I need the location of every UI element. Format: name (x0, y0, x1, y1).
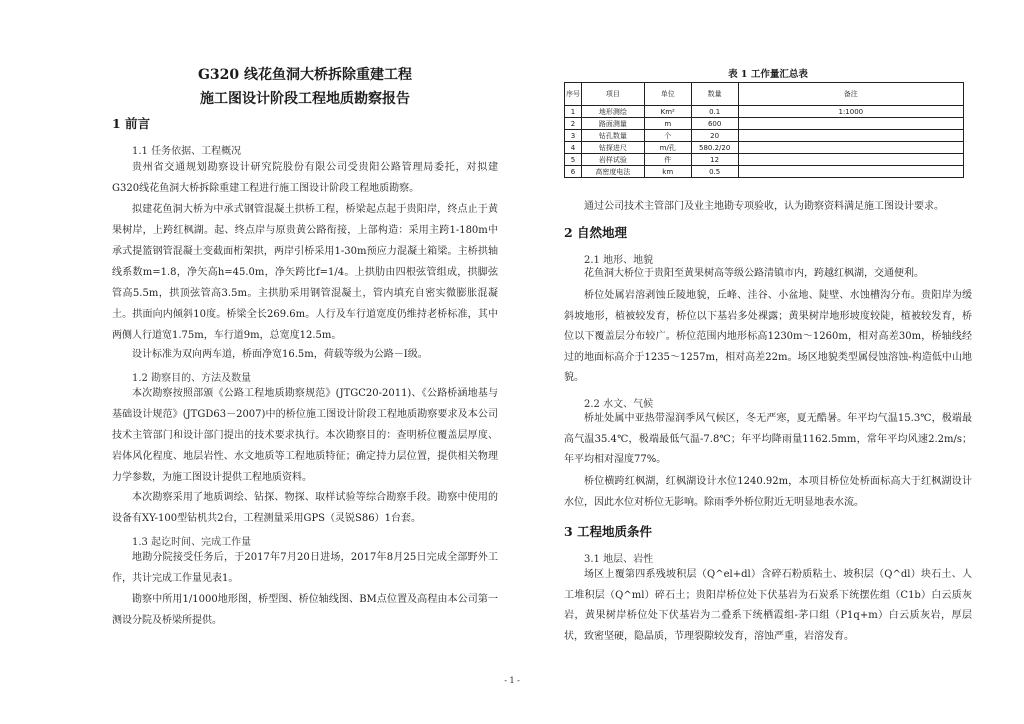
page-number: - 1 - (504, 676, 520, 685)
table-header-cell: 项目 (581, 83, 644, 106)
table-caption: 表 1 工作量汇总表 (728, 69, 808, 80)
table-cell (738, 154, 963, 166)
table-row (565, 154, 964, 166)
table-cell: 2 (565, 118, 582, 130)
workload-table (564, 82, 964, 178)
table-cell: 0.1 (691, 106, 738, 118)
paragraph-hydrology: 桥位横跨红枫湖，红枫湖设计水位1240.92m，本项目桥位处桥面标高大于红枫湖设计水位，因此水位对桥位无影响。除雨季外桥位附近无明显地表水流。 (564, 476, 972, 508)
table-cell: m/孔 (644, 142, 691, 154)
table-cell: 1:1000 (738, 106, 963, 118)
table-row (565, 166, 964, 178)
table-cell: 600 (691, 118, 738, 130)
subsection-heading-2-2: 2.2 水文、气候 (584, 399, 654, 410)
table-cell: 件 (644, 154, 691, 166)
paragraph-bridge-overview: 拟建花鱼洞大桥为中承式钢管混凝土拱桥工程，桥梁起点起于贵阳岸，终点止于黄果树岸，上跨红枫湖。起、终点岸与原贵黄公路衔接，上部构造：采用主跨1-180m中承式提篮钢管混凝土变截面桁架拱，两岸引桥采用1-30m预应力混凝土箱梁。主桥拱轴线系数m=1.8，净矢高h=45.0m，净矢跨比f=1/4。上拱肋由四根弦管组成，拱脚弦管高5.5m，拱顶弦管高3.5m。主拱肋采用钢管混凝土，管内填充自密实微膨胀混凝土。拱面向内倾斜10度。桥梁全长269.6m。人行及车行道宽度仍维持老桥标准，其中两侧人行道宽1.75m，车行道9m，总宽度12.5m。 (112, 204, 498, 341)
table-cell (738, 130, 963, 142)
table-cell: 20 (691, 130, 738, 142)
table-cell: 岩样试验 (581, 154, 644, 166)
table-cell: 3 (565, 130, 582, 142)
table-cell: 6 (565, 166, 582, 178)
subsection-heading-1-1: 1.1 任务依据、工程概况 (132, 146, 242, 157)
table-header-cell: 备注 (738, 83, 963, 106)
table-cell: 路面测量 (581, 118, 644, 130)
section-heading-2: 2 自然地理 (564, 225, 628, 240)
table-cell: 1 (565, 106, 582, 118)
subsection-heading-1-2: 1.2 勘察目的、方法及数量 (132, 373, 252, 384)
paragraph-commission: 贵州省交通规划勘察设计研究院股份有限公司受贵阳公路管理局委托，对拟建G320线花鱼洞大桥拆除重建工程进行施工图设计阶段工程地质勘察。 (112, 162, 498, 194)
table-cell: 0.5 (691, 166, 738, 178)
paragraph-design-standard: 设计标准为双向两车道，桥面净宽16.5m，荷载等级为公路－Ⅰ级。 (132, 349, 428, 360)
table-cell: 地形测绘 (581, 106, 644, 118)
table-cell (738, 142, 963, 154)
paragraph-location: 花鱼洞大桥位于贵阳至黄果树高等级公路清镇市内，跨越红枫湖，交通便利。 (584, 268, 924, 279)
table-cell: 个 (644, 130, 691, 142)
subsection-heading-2-1: 2.1 地形、地貌 (584, 255, 654, 266)
table-cell: 12 (691, 154, 738, 166)
paragraph-climate: 桥址处属中亚热带湿润季风气候区，冬无严寒，夏无酷暑。年平均气温15.3℃，极端最高气温35.4℃，极端最低气温-7.8℃；年平均降雨量1162.5mm，常年平均风速2.2m/s；年平均相对湿度77%。 (564, 413, 972, 465)
paragraph-survey-methods: 本次勘察采用了地质调绘、钻探、物探、取样试验等综合勘察手段。勘察中使用的设备有XY-100型钻机共2台，工程测量采用GPS（灵锐S86）1台套。 (112, 492, 498, 524)
table-header-cell: 单位 (644, 83, 691, 106)
paragraph-survey-purpose: 本次勘察按照部颁《公路工程地质勘察规范》(JTGC20-2011)、《公路桥涵地基与基础设计规范》(JTGD63－2007)中的桥位施工图设计阶段工程地质勘察要求及本公司技术主管部门和设计部门提出的技术要求执行。本次勘察目的：查明桥位覆盖层厚度、岩体风化程度、地层岩性、水文地质等工程地质特征；确定持力层位置，提供相关物理力学参数，为施工图设计提供工程地质资料。 (112, 388, 498, 483)
table-header-row (565, 83, 964, 106)
table-cell: 4 (565, 142, 582, 154)
table-row (565, 142, 964, 154)
table-cell (738, 166, 963, 178)
subsection-heading-3-1: 3.1 地层、岩性 (584, 554, 654, 565)
section-heading-3: 3 工程地质条件 (564, 524, 653, 539)
table-row (565, 106, 964, 118)
paragraph-schedule: 地勘分院接受任务后，于2017年7月20日进场，2017年8月25日完成全部野外工作，共计完成工作量见表1。 (112, 552, 498, 584)
paragraph-stratigraphy: 场区上覆第四系残坡积层（Q^el+dl）含碎石粉质粘土、坡积层（Q^dl）块石土、人工堆积层（Q^ml）碎石土；贵阳岸桥位处下伏基岩为石炭系下统摆佐组（C1b）白云质灰岩，黄果树岸桥位处下伏基岩为二叠系下统栖霞组-茅口组（P1q+m）白云质灰岩，厚层状，致密坚硬，隐晶质，节理裂隙较发育，溶蚀严重，岩溶发育。 (564, 569, 972, 642)
table-cell: 5 (565, 154, 582, 166)
document-title-line1: G320 线花鱼洞大桥拆除重建工程 (197, 67, 413, 83)
table-header-cell: 序号 (565, 83, 582, 106)
table-cell (738, 118, 963, 130)
table-row (565, 118, 964, 130)
section-heading-1: 1 前言 (112, 116, 151, 131)
paragraph-topo-source: 勘察中所用1/1000地形图，桥型图、桥位轴线图、BM点位置及高程由本公司第一测设分院及桥梁所提供。 (112, 594, 498, 626)
table-cell: km (644, 166, 691, 178)
table-cell: m (644, 118, 691, 130)
table-cell: 钻探进尺 (581, 142, 644, 154)
table-cell: 580.2/20 (691, 142, 738, 154)
document-title-line2: 施工图设计阶段工程地质勘察报告 (200, 91, 410, 107)
table-row (565, 130, 964, 142)
table-cell: 高密度电法 (581, 166, 644, 178)
table-cell: 钻孔数量 (581, 130, 644, 142)
paragraph-landform: 桥位处属岩溶剥蚀丘陵地貌，丘峰、洼谷、小盆地、陡壁、水蚀槽沟分布。贵阳岸为缓斜坡地形，植被较发育，桥位以下基岩多处裸露；黄果树岸地形坡度较陡，植被较发育，桥位以下覆盖层分布较广。桥位范围内地形标高1230m～1260m，相对高差30m，桥轴线经过的地面标高介于1235～1257m，相对高差22m。场区地貌类型属侵蚀溶蚀-构造低中山地貌。 (564, 290, 972, 383)
table-cell: Km² (644, 106, 691, 118)
table-header-cell: 数量 (691, 83, 738, 106)
paragraph-acceptance: 通过公司技术主管部门及业主地勘专项验收，认为勘察资料满足施工图设计要求。 (584, 201, 944, 212)
subsection-heading-1-3: 1.3 起讫时间、完成工作量 (132, 537, 252, 548)
